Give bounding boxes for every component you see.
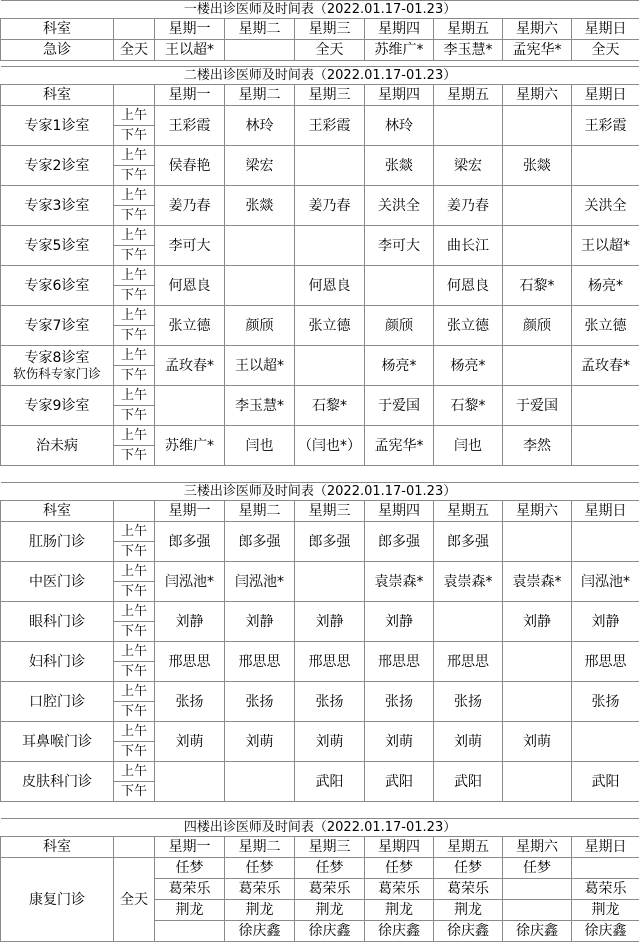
schedule-cell: 张燚 (503, 146, 572, 186)
pm-label: 下午 (114, 406, 155, 426)
schedule-cell: 闫也 (225, 426, 295, 466)
period-header (114, 837, 155, 858)
schedule-cell: 邢思思 (572, 642, 639, 682)
schedule-cell: 张扬 (572, 682, 639, 722)
schedule-cell: 王以超* (225, 346, 295, 386)
weekday-header: 星期六 (503, 837, 572, 858)
schedule-cell (503, 762, 572, 802)
dept-name: 专家2诊室 (1, 146, 114, 186)
dept-name: 专家6诊室 (1, 266, 114, 306)
schedule-cell (503, 226, 572, 266)
schedule-cell: 刘静 (503, 602, 572, 642)
schedule-cell: 姜乃春 (295, 186, 365, 226)
schedule-cell: 刘萌 (503, 722, 572, 762)
schedule-cell: 荆龙 (155, 900, 225, 921)
schedule-cell: 任梦 (155, 858, 225, 879)
pm-label: 下午 (114, 166, 155, 186)
am-label: 上午 (114, 106, 155, 126)
schedule-cell: 郎多强 (155, 522, 225, 562)
weekday-header: 星期六 (503, 501, 572, 522)
weekday-header: 星期日 (572, 19, 639, 40)
schedule-cell: 梁宏 (225, 146, 295, 186)
schedule-cell: 全天 (114, 40, 155, 61)
schedule-cell: 张燚 (225, 186, 295, 226)
dept-header: 科室 (1, 85, 114, 106)
weekday-header: 星期日 (572, 85, 639, 106)
weekday-header: 星期一 (155, 837, 225, 858)
weekday-header: 星期二 (225, 85, 295, 106)
schedule-cell: 王以超* (155, 40, 225, 61)
weekday-header: 星期三 (295, 837, 365, 858)
dept-name: 耳鼻喉门诊 (1, 722, 114, 762)
pm-label: 下午 (114, 782, 155, 802)
dept-name: 专家9诊室 (1, 386, 114, 426)
schedule-cell (503, 186, 572, 226)
section-title: 一楼出诊医师及时间表（2022.01.17-01.23） (1, 1, 639, 19)
schedule-cell: 徐庆鑫 (572, 921, 639, 942)
section-title: 三楼出诊医师及时间表（2022.01.17-01.23） (1, 483, 639, 501)
schedule-cell (503, 879, 572, 900)
schedule-cell (434, 106, 503, 146)
schedule-cell: 徐庆鑫 (365, 921, 434, 942)
dept-name: 眼科门诊 (1, 602, 114, 642)
schedule-cell: 孟玫春* (155, 346, 225, 386)
schedule-cell: 杨亮* (572, 266, 639, 306)
schedule-cell: 徐庆鑫 (295, 921, 365, 942)
weekday-header: 星期日 (572, 837, 639, 858)
dept-name-line: 专家8诊室 (24, 349, 90, 366)
weekday-header: 星期四 (365, 19, 434, 40)
pm-label: 下午 (114, 662, 155, 682)
pm-label: 下午 (114, 542, 155, 562)
schedule-cell (572, 386, 639, 426)
schedule-cell: 张立德 (155, 306, 225, 346)
schedule-cell: 郎多强 (225, 522, 295, 562)
am-label: 上午 (114, 522, 155, 542)
schedule-cell: 何恩良 (155, 266, 225, 306)
schedule-cell: 何恩良 (434, 266, 503, 306)
schedule-cell (572, 426, 639, 466)
schedule-cell: 张立德 (434, 306, 503, 346)
spacer-row (1, 802, 639, 819)
schedule-cell: 武阳 (365, 762, 434, 802)
schedule-cell: 颜颀 (225, 306, 295, 346)
weekday-header: 星期五 (434, 837, 503, 858)
schedule-cell: 徐庆鑫 (225, 921, 295, 942)
schedule-cell: 闫泓池* (155, 562, 225, 602)
dept-name: 中医门诊 (1, 562, 114, 602)
schedule-cell (295, 346, 365, 386)
schedule-cell: 张扬 (295, 682, 365, 722)
weekday-header: 星期四 (365, 837, 434, 858)
weekday-header: 星期六 (503, 19, 572, 40)
schedule-cell: 刘萌 (434, 722, 503, 762)
dept-name: 治未病 (1, 426, 114, 466)
schedule-cell: 袁崇森* (365, 562, 434, 602)
section-title: 二楼出诊医师及时间表（2022.01.17-01.23） (1, 67, 639, 85)
schedule-cell: 郎多强 (434, 522, 503, 562)
schedule-cell: 葛荣乐 (434, 879, 503, 900)
schedule-cell: 葛荣乐 (225, 879, 295, 900)
schedule-cell: 任梦 (295, 858, 365, 879)
schedule-cell: 李然 (503, 426, 572, 466)
schedule-cell: 邢思思 (295, 642, 365, 682)
schedule-cell (225, 762, 295, 802)
period-header (114, 19, 155, 40)
weekday-header: 星期六 (503, 85, 572, 106)
am-label: 上午 (114, 266, 155, 286)
schedule-cell: 王彩霞 (295, 106, 365, 146)
schedule-cell: 郎多强 (365, 522, 434, 562)
schedule-cell: 关洪全 (572, 186, 639, 226)
schedule-cell: 张扬 (434, 682, 503, 722)
pm-label: 下午 (114, 326, 155, 346)
weekday-header: 星期一 (155, 85, 225, 106)
am-label: 上午 (114, 682, 155, 702)
schedule-cell (503, 106, 572, 146)
schedule-cell (225, 266, 295, 306)
dept-name: 皮肤科门诊 (1, 762, 114, 802)
schedule-cell: 颜颀 (503, 306, 572, 346)
schedule-cell: 石黎* (295, 386, 365, 426)
am-label: 上午 (114, 642, 155, 662)
weekday-header: 星期日 (572, 501, 639, 522)
schedule-cell (365, 266, 434, 306)
pm-label: 下午 (114, 246, 155, 266)
schedule-cell (572, 146, 639, 186)
schedule-cell: 杨亮* (434, 346, 503, 386)
schedule-cell (503, 642, 572, 682)
weekday-header: 星期一 (155, 501, 225, 522)
dept-name: 康复门诊 (1, 858, 114, 942)
schedule-cell (503, 682, 572, 722)
schedule-cell: （闫也*） (295, 426, 365, 466)
pm-label: 下午 (114, 702, 155, 722)
schedule-cell: 张扬 (365, 682, 434, 722)
weekday-header: 星期二 (225, 837, 295, 858)
schedule-cell: 全天 (572, 40, 639, 61)
schedule-cell: 杨亮* (365, 346, 434, 386)
dept-name: 专家3诊室 (1, 186, 114, 226)
dept-header: 科室 (1, 837, 114, 858)
schedule-cell (225, 226, 295, 266)
schedule-cell: 关洪全 (365, 186, 434, 226)
schedule-cell: 何恩良 (295, 266, 365, 306)
schedule-cell: 张扬 (225, 682, 295, 722)
schedule-cell: 孟宪华* (503, 40, 572, 61)
schedule-cell: 刘静 (295, 602, 365, 642)
schedule-cell: 于爱国 (503, 386, 572, 426)
schedule-cell: 葛荣乐 (572, 879, 639, 900)
dept-name: 肛肠门诊 (1, 522, 114, 562)
weekday-header: 星期一 (155, 19, 225, 40)
schedule-cell: 苏维广* (155, 426, 225, 466)
schedule-cell (572, 522, 639, 562)
schedule-cell: 闫泓池* (572, 562, 639, 602)
schedule-cell: 袁崇森* (503, 562, 572, 602)
weekday-header: 星期三 (295, 85, 365, 106)
schedule-cell: 张燚 (365, 146, 434, 186)
schedule-cell: 李可大 (365, 226, 434, 266)
weekday-header: 星期四 (365, 501, 434, 522)
schedule-cell: 徐庆鑫 (503, 921, 572, 942)
schedule-cell: 任梦 (365, 858, 434, 879)
weekday-header: 星期三 (295, 501, 365, 522)
dept-name: 口腔门诊 (1, 682, 114, 722)
pm-label: 下午 (114, 206, 155, 226)
weekday-header: 星期五 (434, 19, 503, 40)
schedule-cell (155, 762, 225, 802)
schedule-cell: 邢思思 (225, 642, 295, 682)
dept-header: 科室 (1, 501, 114, 522)
am-label: 上午 (114, 146, 155, 166)
schedule-cell: 林玲 (365, 106, 434, 146)
weekday-header: 星期四 (365, 85, 434, 106)
schedule-cell: 刘萌 (295, 722, 365, 762)
am-label: 上午 (114, 346, 155, 366)
schedule-cell: 任梦 (503, 858, 572, 879)
schedule-cell: 武阳 (295, 762, 365, 802)
schedule-cell: 石黎* (503, 266, 572, 306)
weekday-header: 星期五 (434, 501, 503, 522)
schedule-cell (572, 722, 639, 762)
pm-label: 下午 (114, 582, 155, 602)
schedule-cell: 梁宏 (434, 146, 503, 186)
schedule-cell: 荆龙 (225, 900, 295, 921)
schedule-cell: 王彩霞 (155, 106, 225, 146)
schedule-cell (155, 921, 225, 942)
schedule-cell (503, 522, 572, 562)
schedule-cell (155, 386, 225, 426)
pm-label: 下午 (114, 286, 155, 306)
schedule-cell: 张扬 (155, 682, 225, 722)
weekday-header: 星期五 (434, 85, 503, 106)
schedule-cell: 武阳 (572, 762, 639, 802)
am-label: 上午 (114, 722, 155, 742)
schedule-cell (295, 146, 365, 186)
spacer-row (1, 466, 639, 483)
am-label: 上午 (114, 762, 155, 782)
pm-label: 下午 (114, 366, 155, 386)
weekday-header: 星期三 (295, 19, 365, 40)
period-label: 全天 (114, 858, 155, 942)
dept-name-line: 软伤科专家门诊 (13, 365, 101, 381)
schedule-cell: 苏维广* (365, 40, 434, 61)
schedule-cell (572, 858, 639, 879)
schedule-cell (434, 602, 503, 642)
pm-label: 下午 (114, 622, 155, 642)
schedule-cell: 曲长江 (434, 226, 503, 266)
schedule-cell: 刘萌 (155, 722, 225, 762)
schedule-cell (225, 40, 295, 61)
period-header (114, 85, 155, 106)
schedule-cell: 张立德 (572, 306, 639, 346)
dept-header: 科室 (1, 19, 114, 40)
schedule-cell: 任梦 (225, 858, 295, 879)
dept-name: 专家5诊室 (1, 226, 114, 266)
dept-name: 专家7诊室 (1, 306, 114, 346)
schedule-cell: 闫泓池* (225, 562, 295, 602)
schedule-cell: 郎多强 (295, 522, 365, 562)
schedule-cell: 刘萌 (225, 722, 295, 762)
schedule-cell: 邢思思 (365, 642, 434, 682)
schedule-cell: 姜乃春 (155, 186, 225, 226)
schedule-cell: 刘静 (225, 602, 295, 642)
schedule-cell: 侯春艳 (155, 146, 225, 186)
schedule-cell: 姜乃春 (434, 186, 503, 226)
schedule-cell: 邢思思 (434, 642, 503, 682)
schedule-cell: 刘静 (365, 602, 434, 642)
weekday-header: 星期二 (225, 19, 295, 40)
am-label: 上午 (114, 386, 155, 406)
schedule-cell: 荆龙 (434, 900, 503, 921)
schedule-cell (503, 346, 572, 386)
schedule-cell: 林玲 (225, 106, 295, 146)
schedule-cell (295, 226, 365, 266)
schedule-cell: 李玉慧* (225, 386, 295, 426)
period-header (114, 501, 155, 522)
schedule-cell: 张立德 (295, 306, 365, 346)
am-label: 上午 (114, 562, 155, 582)
section-title: 四楼出诊医师及时间表（2022.01.17-01.23） (1, 819, 639, 837)
schedule-cell: 邢思思 (155, 642, 225, 682)
am-label: 上午 (114, 602, 155, 622)
schedule-cell: 王彩霞 (572, 106, 639, 146)
schedule-cell: 葛荣乐 (155, 879, 225, 900)
schedule-cell: 刘静 (572, 602, 639, 642)
schedule-cell: 石黎* (434, 386, 503, 426)
schedule-cell: 全天 (295, 40, 365, 61)
dept-name: 急诊 (1, 40, 114, 61)
weekday-header: 星期二 (225, 501, 295, 522)
am-label: 上午 (114, 226, 155, 246)
schedule-cell: 葛荣乐 (365, 879, 434, 900)
schedule-cell: 刘静 (155, 602, 225, 642)
am-label: 上午 (114, 186, 155, 206)
schedule-cell: 武阳 (434, 762, 503, 802)
schedule-cell: 徐庆鑫 (434, 921, 503, 942)
schedule-cell: 荆龙 (365, 900, 434, 921)
schedule-cell (295, 562, 365, 602)
schedule-cell: 王以超* (572, 226, 639, 266)
schedule-cell: 李玉慧* (434, 40, 503, 61)
pm-label: 下午 (114, 446, 155, 466)
pm-label: 下午 (114, 742, 155, 762)
schedule-cell: 闫也 (434, 426, 503, 466)
dept-name: 专家1诊室 (1, 106, 114, 146)
schedule-cell: 任梦 (434, 858, 503, 879)
am-label: 上午 (114, 306, 155, 326)
schedule-cell: 孟宪华* (365, 426, 434, 466)
dept-name: 妇科门诊 (1, 642, 114, 682)
am-label: 上午 (114, 426, 155, 446)
schedule-cell: 荆龙 (572, 900, 639, 921)
schedule-cell (503, 900, 572, 921)
schedule-cell: 李可大 (155, 226, 225, 266)
pm-label: 下午 (114, 126, 155, 146)
schedule-cell: 孟玫春* (572, 346, 639, 386)
schedule-cell: 葛荣乐 (295, 879, 365, 900)
schedule-cell: 袁崇森* (434, 562, 503, 602)
schedule-cell: 荆龙 (295, 900, 365, 921)
schedule-cell: 刘萌 (365, 722, 434, 762)
schedule-cell: 于爱国 (365, 386, 434, 426)
dept-name (1, 346, 114, 386)
schedule-cell: 颜颀 (365, 306, 434, 346)
